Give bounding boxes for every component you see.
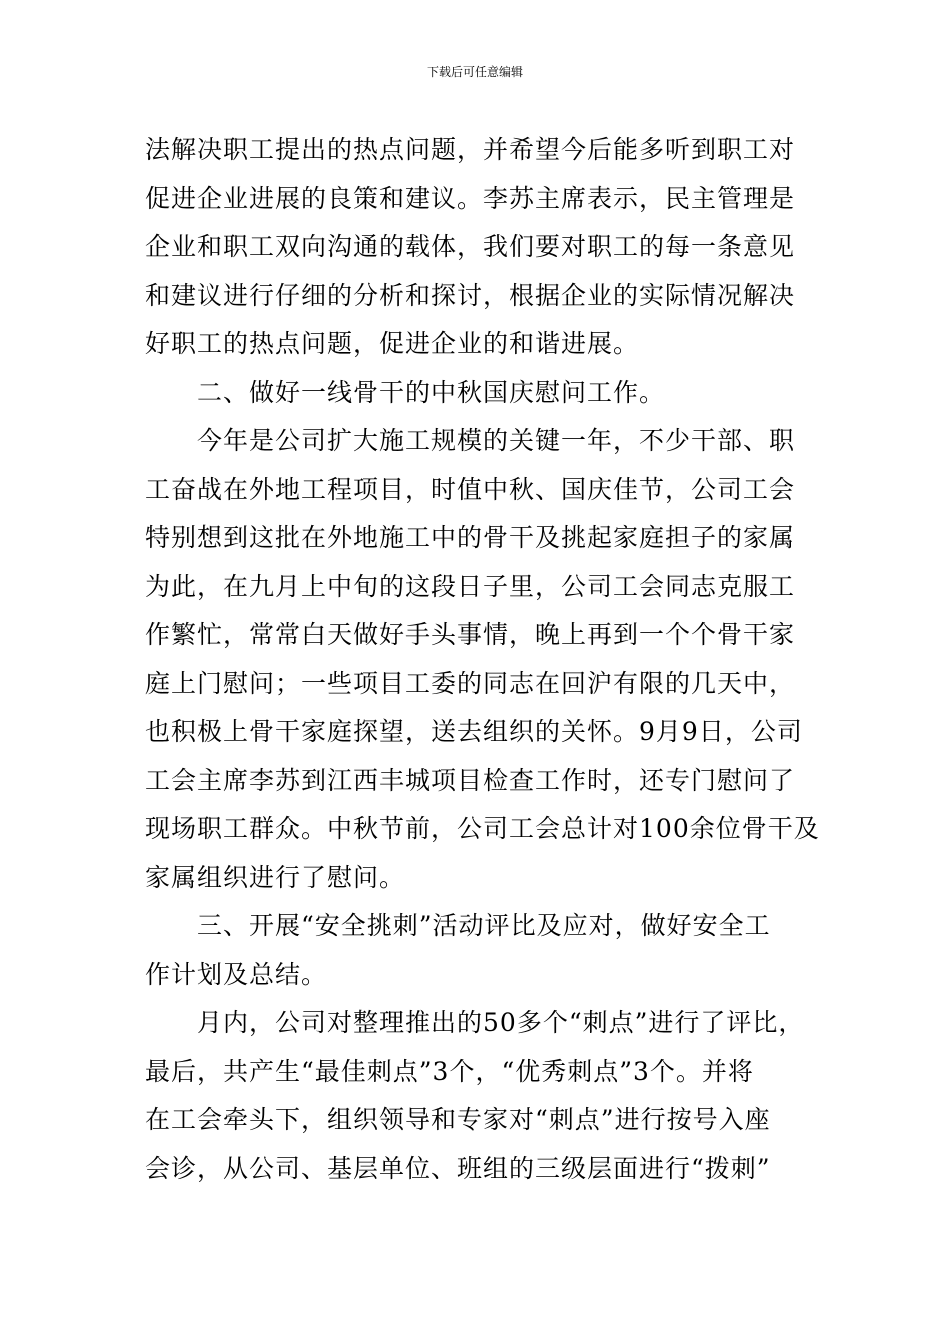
text-line: 工会主席李苏到江西丰城项目检查工作时，还专门慰问了	[145, 765, 796, 795]
text-line: 也积极上骨干家庭探望，送去组织的关怀。9月9日，公司	[145, 717, 803, 746]
text-line: 特别想到这批在外地施工中的骨干及挑起家庭担子的家属	[145, 523, 796, 552]
text-line: 好职工的热点问题，促进企业的和谐进展。	[145, 329, 640, 358]
text-line: 法解决职工提出的热点问题，并希望今后能多听到职工对	[145, 135, 796, 164]
page-header: 下载后可任意编辑	[426, 65, 523, 79]
section-heading: 三、开展“安全挑刺”活动评比及应对，做好安全工	[197, 911, 771, 940]
text-line: 今年是公司扩大施工规模的关键一年，不少干部、职	[197, 426, 796, 455]
text-line: 为此，在九月上中旬的这段日子里，公司工会同志克服工	[145, 571, 796, 601]
text-line: 工奋战在外地工程项目，时值中秋、国庆佳节，公司工会	[145, 474, 796, 504]
text-line: 现场职工群众。中秋节前，公司工会总计对100余位骨干及	[145, 814, 820, 843]
text-line: 在工会牵头下，组织领导和专家对“刺点”进行按号入座	[145, 1105, 771, 1134]
text-line: 会诊，从公司、基层单位、班组的三级层面进行“拨刺”	[145, 1153, 771, 1183]
document-body	[145, 126, 820, 1193]
section-heading: 二、做好一线骨干的中秋国庆慰问工作。	[197, 377, 666, 407]
text-line: 促进企业进展的良策和建议。李苏主席表示，民主管理是	[145, 183, 796, 213]
text-line: 庭上门慰问；一些项目工委的同志在回沪有限的几天中，	[145, 668, 796, 698]
text-line: 作计划及总结。	[145, 959, 328, 989]
text-line: 作繁忙，常常白天做好手头事情，晚上再到一个个骨干家	[145, 620, 796, 649]
text-line: 和建议进行仔细的分析和探讨，根据企业的实际情况解决	[145, 280, 796, 310]
text-line: 企业和职工双向沟通的载体，我们要对职工的每一条意见	[145, 232, 796, 261]
text-line: 月内，公司对整理推出的50多个“刺点”进行了评比，	[197, 1008, 805, 1037]
text-line: 最后，共产生“最佳刺点”3个，“优秀刺点”3个。并将	[145, 1056, 754, 1086]
text-line: 家属组织进行了慰问。	[145, 862, 406, 892]
